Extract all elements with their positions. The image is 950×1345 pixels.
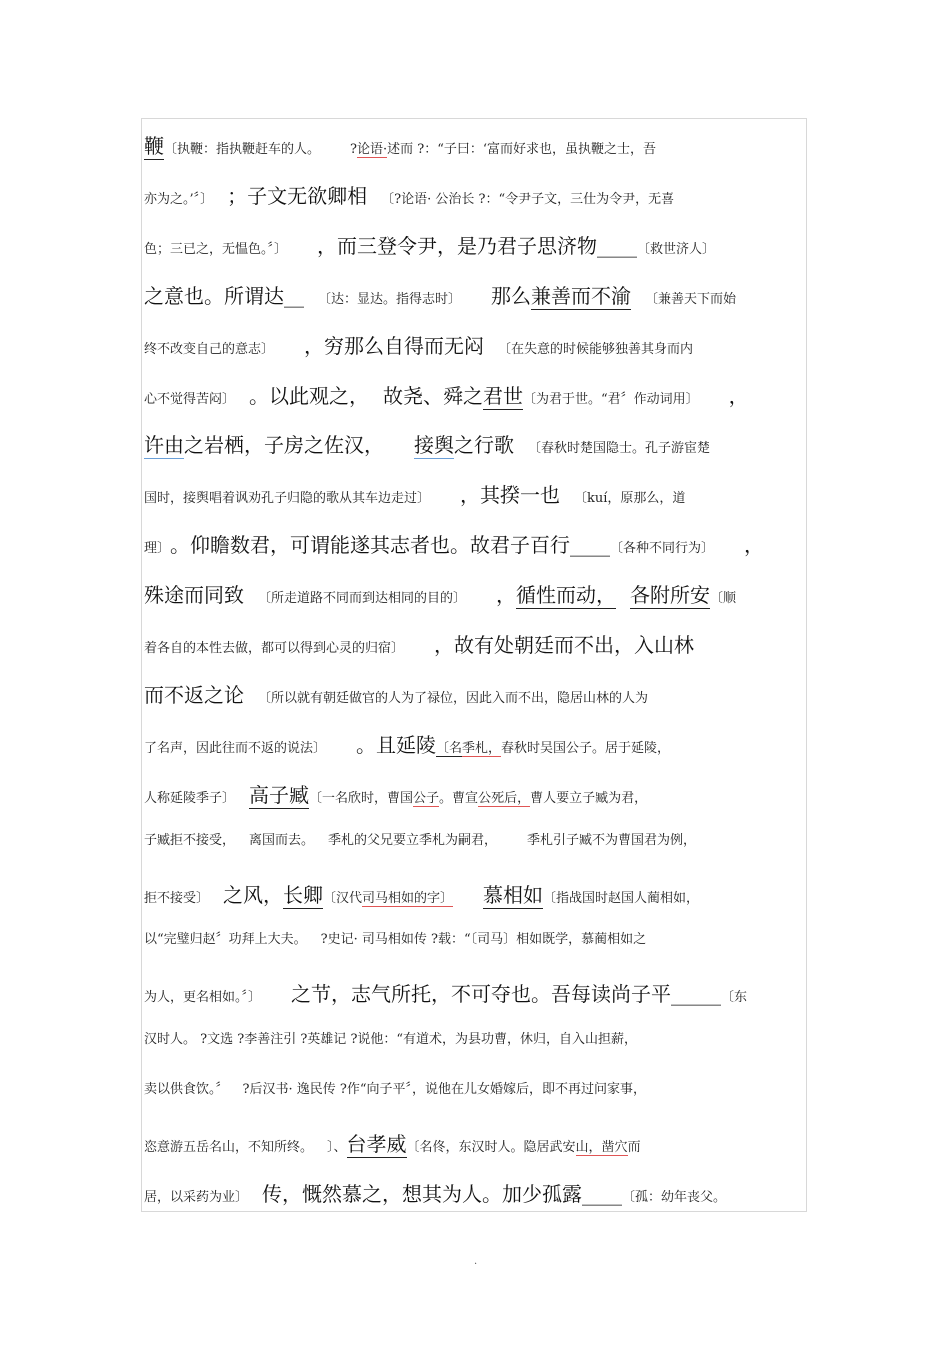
main-text: 那么 [491, 284, 532, 308]
main-text: ，其揆一也 [460, 483, 561, 507]
annotation-text: 人称延陵季子〕 [144, 791, 236, 806]
text-line [144, 679, 804, 708]
main-text: 接舆 [414, 429, 454, 459]
annotation-text: 〔兼善天下而始 [645, 292, 737, 307]
annotation-text: 心不觉得苦闷〕 [144, 392, 236, 407]
annotation-text: 〕、 [327, 1140, 347, 1155]
annotation-text: 〔在失意的时候能够独善其身而内 [498, 342, 694, 357]
main-text: ，而三登令尹，是乃君子思济物 [317, 234, 598, 258]
text-line [144, 330, 804, 359]
annotation-text: 〔名 [436, 737, 462, 757]
main-text: ， [744, 533, 765, 557]
annotation-text: ? [350, 142, 357, 157]
main-text: 传，慨然慕之，想其为人。加少孤露 [262, 1182, 583, 1206]
annotation-text: 〔所走道路不同而到达相同的目的〕 [258, 591, 467, 606]
text-line [144, 1078, 804, 1097]
main-text: 各附所安 [630, 579, 710, 609]
main-text: ， [728, 384, 749, 408]
main-text: 君世 [483, 380, 523, 410]
main-text: __ [284, 284, 304, 308]
text-line [144, 1178, 804, 1207]
annotation-text: ?后汉书· 逸民传 ?作“向子平〞，说他在儿女婚嫁后，即不再过问家事， [242, 1082, 646, 1097]
annotation-text: 公子 [413, 787, 439, 807]
text-line [144, 1128, 804, 1158]
main-text: 之意也。所谓达 [144, 284, 284, 308]
annotation-text: 公死后， [478, 787, 530, 807]
text-line [144, 729, 804, 758]
annotation-text: 以“完璧归赵〞功拜上大夫。 [144, 932, 307, 947]
annotation-text: 〔?论语· 公治长 ?：“令尹子文，三仕为令尹，无喜 [381, 192, 675, 207]
main-text: 。以此观之， [249, 384, 370, 408]
main-text: 长卿 [283, 879, 323, 909]
main-text: ____ [570, 533, 611, 557]
main-text: 故尧、舜之 [383, 384, 484, 408]
main-text: 之风， [223, 883, 284, 907]
annotation-text: 色；三已之，无愠色。〞〕 [144, 242, 288, 257]
annotation-text: 〔达：显达。指得志时〕 [318, 292, 462, 307]
annotation-text: ?史记· 司马相如传 ?载：“〔司马〕相如既学，慕蔺相如之 [320, 932, 647, 947]
annotation-text: 季札的父兄要立季札为嗣君， [328, 833, 498, 848]
annotation-text: 〔所以就有朝廷做官的人为了禄位，因此入而不出，隐居山林的人为 [258, 691, 649, 706]
annotation-text: 〔名佟，东汉时人。隐居武安 [406, 1140, 576, 1155]
text-line [144, 879, 804, 909]
main-text: 鞭 [144, 130, 164, 160]
main-text: 慕相如 [483, 879, 543, 909]
annotation-text: 〔一名欣时，曹国 [309, 791, 414, 806]
text-line [144, 380, 804, 410]
annotation-text: 终不改变自己的意志〕 [144, 342, 275, 357]
annotation-text: 山，凿穴 [576, 1136, 628, 1156]
text-line [144, 429, 804, 459]
annotation-text: 季札， [462, 737, 501, 757]
annotation-text: 而 [627, 1140, 641, 1155]
text-line [144, 579, 804, 609]
text-line [144, 1028, 804, 1047]
main-text: ；子文无欲卿相 [227, 184, 368, 208]
main-text: 高子臧 [249, 779, 309, 809]
text-line [144, 230, 804, 259]
text-line [144, 280, 804, 310]
main-text: ，故有处朝廷而不出，入山林 [434, 633, 695, 657]
annotation-text: 〔为君于世。“君〞作动词用〕 [523, 392, 699, 407]
annotation-text: 离国而去。 [249, 833, 315, 848]
main-text: 之岩栖，子房之佐汉， [184, 433, 384, 457]
annotation-text: 曹人要立子臧为君， [530, 791, 648, 806]
main-text: 台孝威 [347, 1128, 407, 1158]
annotation-text: 〔汉代 [323, 891, 363, 906]
main-text: ，穷那么自得而无闷 [304, 334, 485, 358]
text-line [144, 829, 804, 848]
annotation-text: 〔东 [721, 990, 748, 1005]
annotation-text: 〔指战国时赵国人蔺相如， [543, 891, 700, 906]
annotation-text: 国时，接舆唱着讽劝孔子归隐的歌从其车边走过〕 [144, 491, 431, 506]
annotation-text: 〔各种不同行为〕 [610, 541, 715, 556]
annotation-text: 〔救世济人〕 [637, 242, 716, 257]
annotation-text: 着各自的本性去做，都可以得到心灵的归宿〕 [144, 641, 405, 656]
annotation-text: 了名声，因此往而不返的说法〕 [144, 741, 327, 756]
annotation-text: 季札引子臧不为曹国君为例， [527, 833, 697, 848]
main-text: 兼善而不渝 [531, 280, 631, 310]
annotation-text: 〔执鞭：指执鞭赶车的人。 [164, 142, 321, 157]
text-line [144, 529, 804, 558]
annotation-text: 〔顺 [710, 591, 737, 606]
annotation-text: 恣意游五岳名山，不知所终。 [144, 1140, 314, 1155]
main-text: 循性而动， [516, 579, 616, 609]
main-text: 之节，志气所托，不可夺也。吾每读尚子平 [291, 982, 672, 1006]
annotation-text: 。曹宣 [439, 791, 479, 806]
text-line [144, 130, 804, 160]
annotation-text: 汉时人。 ?文选 ?李善注引 ?英雄记 ?说他：“有道术，为县功曹，休归，自入山担薪， [144, 1032, 638, 1047]
annotation-text: 述而 ?：“子曰：‘富而好求也，虽执鞭之士，吾 [387, 142, 657, 157]
main-text: 而不返之论 [144, 683, 244, 707]
annotation-text: 论语· [357, 138, 387, 158]
annotation-text: 为人，更名相如。〞〕 [144, 990, 262, 1005]
annotation-text: 居，以采药为业〕 [144, 1190, 249, 1205]
text-line [144, 180, 804, 209]
main-text: ， [496, 583, 517, 607]
annotation-text: 〔春秋时楚国隐士。孔子游宦楚 [528, 441, 711, 456]
annotation-text: 春秋时吴国公子。居于延陵， [501, 741, 671, 756]
text-line [144, 779, 804, 809]
main-text: 许由 [144, 429, 184, 459]
main-text: 之行歌 [454, 433, 514, 457]
annotation-text: 亦为之。’〞〕 [144, 192, 214, 207]
annotation-text: 〔kuí，原那么，道 [574, 491, 686, 506]
text-line [144, 978, 804, 1007]
main-text: _____ [671, 982, 722, 1006]
annotation-text: 拒不接受〕 [144, 891, 210, 906]
main-text: 。仰瞻数君，可谓能遂其志者也。故君子百行 [170, 533, 571, 557]
main-text: 殊途而同致 [144, 583, 244, 607]
text-line [144, 479, 804, 508]
main-text: ____ [582, 1182, 623, 1206]
text-line [144, 928, 804, 947]
text-line [144, 629, 804, 658]
page-footer-mark: . [474, 1256, 478, 1267]
main-text: ____ [597, 234, 638, 258]
annotation-text: 子臧拒不接受， [144, 833, 236, 848]
annotation-text: 司马相如的字〕 [362, 887, 453, 907]
annotation-text: 〔孤：幼年丧父。 [622, 1190, 727, 1205]
annotation-text: 卖以供食饮。〞 [144, 1082, 229, 1097]
annotation-text: 理〕 [144, 541, 171, 556]
main-text: 。且延陵 [356, 733, 437, 757]
